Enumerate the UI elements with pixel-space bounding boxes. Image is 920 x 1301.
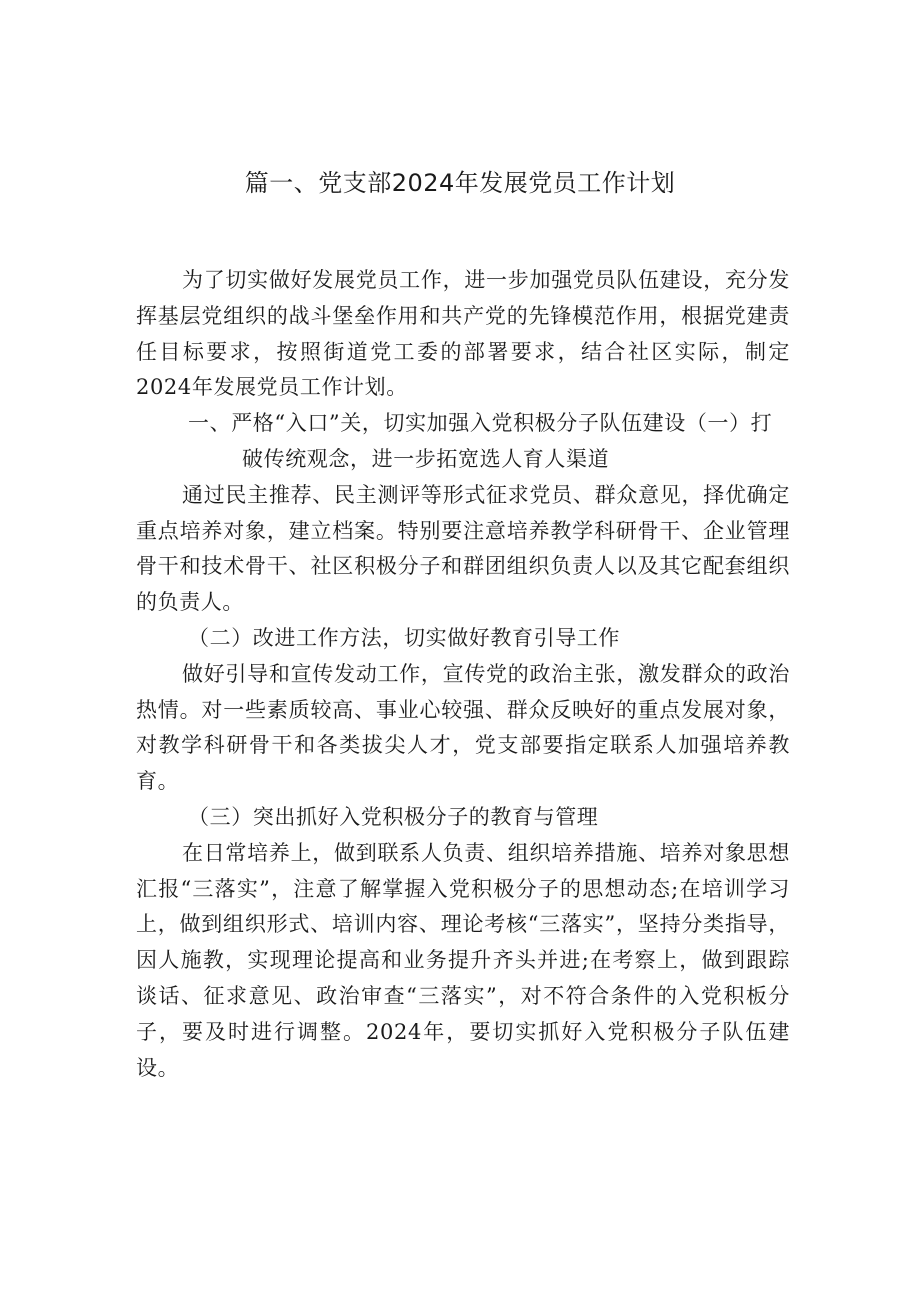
- section2-paragraph: 做好引导和宣传发动工作，宣传党的政治主张，激发群众的政治热情。对一些素质较高、事业心较强、群众反映好的重点发展对象，对教学科研骨干和各类拔尖人才，党支部要指定联系人加强培养教育。: [136, 661, 790, 794]
- section3-heading: （三）突出抓好入党积极分子的教育与管理: [188, 804, 599, 829]
- section1-heading-line1: 一、严格“入口”关，切实加强入党积极分子队伍建设（一）打: [188, 411, 773, 436]
- section3-paragraph: 在日常培养上，做到联系人负责、组织培养措施、培养对象思想汇报“三落实”，注意了解掌握入党积极分子的思想动态;在培训学习上，做到组织形式、培训内容、理论考核“三落实”，坚持分类指导，因人施教，实现理论提高和业务提升齐头并进;在考察上，做到跟踪谈话、征求意见、政治审查“三落实”，对不符合条件的入党积板分子，要及时进行调整。2024年，要切实抓好入党积极分子队伍建设。: [136, 840, 790, 1080]
- document-body: [136, 263, 790, 1086]
- section1-paragraph: 通过民主推荐、民主测评等形式征求党员、群众意见，择优确定重点培养对象，建立档案。特别要注意培养教学科研骨干、企业管理骨干和技术骨干、社区积极分子和群团组织负责人以及其它配套组织的负责人。: [136, 482, 790, 615]
- section2-heading: （二）改进工作方法，切实做好教育引导工作: [188, 625, 620, 650]
- intro-paragraph: 为了切实做好发展党员工作，进一步加强党员队伍建设，充分发挥基层党组织的战斗堡垒作用和共产党的先锋模范作用，根据党建责任目标要求，按照街道党工委的部署要求，结合社区实际，制定2024年发展党员工作计划。: [136, 268, 790, 400]
- document-title: 篇一、党支部2024年发展党员工作计划: [244, 169, 676, 197]
- section1-heading-line2: 破传统观念，进一步拓宽选人育人渠道: [242, 446, 610, 471]
